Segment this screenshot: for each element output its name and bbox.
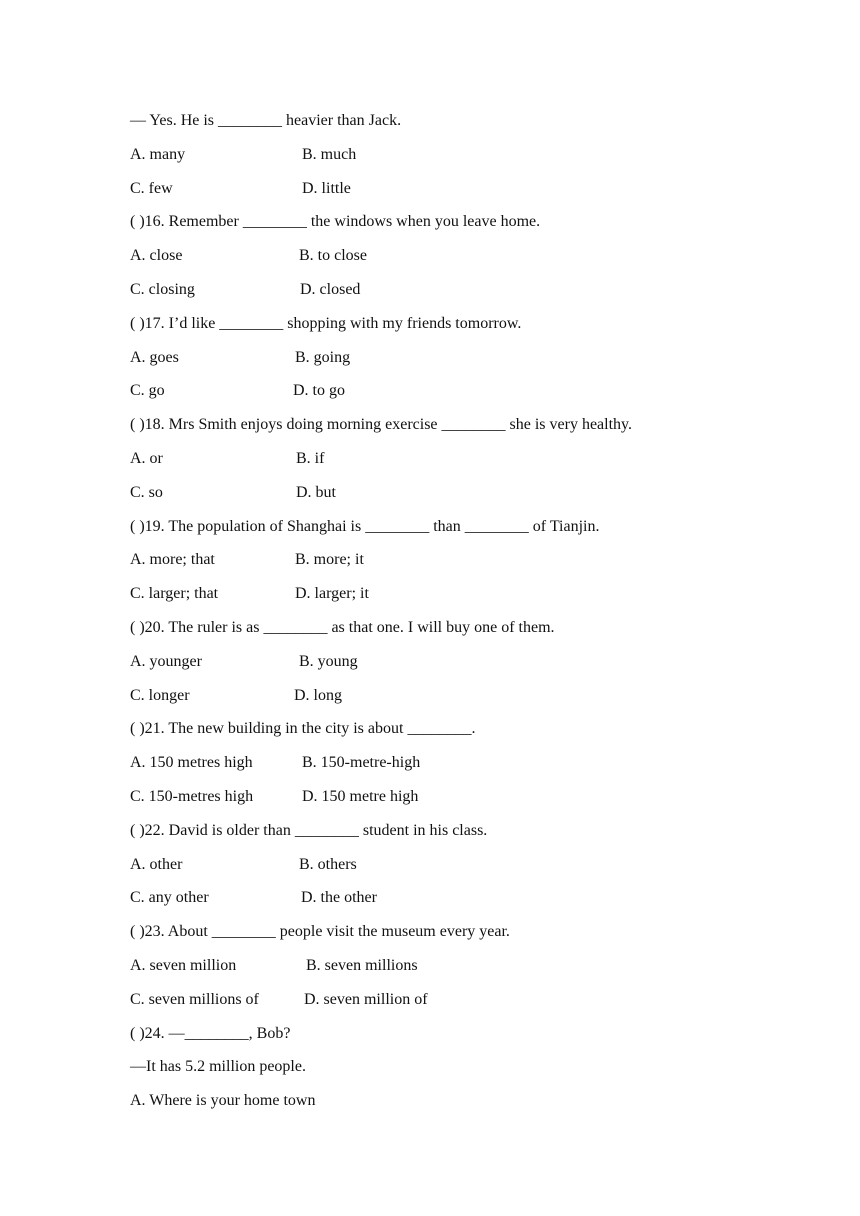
- options-row: [130, 854, 770, 888]
- option-left: A. goes: [130, 348, 179, 366]
- option-right: B. young: [299, 652, 358, 670]
- option-right: B. seven millions: [306, 956, 418, 974]
- options-row: [130, 583, 770, 617]
- option-right: D. but: [296, 483, 336, 501]
- option-left: A. seven million: [130, 956, 237, 974]
- options-row: [130, 245, 770, 279]
- options-row: [130, 380, 770, 414]
- question-text: A. Where is your home town: [130, 1092, 316, 1110]
- option-left: C. any other: [130, 889, 209, 907]
- option-left: C. few: [130, 179, 173, 197]
- option-right: D. closed: [300, 280, 361, 298]
- options-row: [130, 989, 770, 1023]
- options-row: [130, 448, 770, 482]
- options-row: [130, 144, 770, 178]
- text-line: [130, 921, 770, 955]
- option-right: D. the other: [301, 889, 377, 907]
- question-text: ( )24. —________, Bob?: [130, 1024, 291, 1042]
- option-right: D. larger; it: [295, 585, 369, 603]
- options-row: [130, 955, 770, 989]
- option-right: D. 150 metre high: [302, 787, 419, 805]
- option-right: B. 150-metre-high: [302, 754, 421, 772]
- options-row: [130, 347, 770, 381]
- text-line: [130, 110, 770, 144]
- exercise-content: [130, 110, 770, 1124]
- question-text: ( )22. David is older than ________ student in his class.: [130, 821, 488, 839]
- options-row: [130, 549, 770, 583]
- text-line: [130, 718, 770, 752]
- options-row: [130, 178, 770, 212]
- option-left: C. larger; that: [130, 585, 219, 603]
- option-left: A. more; that: [130, 551, 215, 569]
- option-right: B. much: [302, 145, 357, 163]
- question-text: ( )23. About ________ people visit the museum every year.: [130, 923, 510, 941]
- question-text: ( )17. I’d like ________ shopping with my friends tomorrow.: [130, 314, 522, 332]
- option-right: B. if: [296, 449, 325, 467]
- option-right: B. more; it: [295, 551, 364, 569]
- options-row: [130, 482, 770, 516]
- question-text: ( )20. The ruler is as ________ as that one. I will buy one of them.: [130, 618, 555, 636]
- option-left: A. younger: [130, 652, 202, 670]
- option-left: C. so: [130, 483, 163, 501]
- options-row: [130, 279, 770, 313]
- question-text: — Yes. He is ________ heavier than Jack.: [130, 112, 402, 129]
- text-line: [130, 211, 770, 245]
- text-line: [130, 1056, 770, 1090]
- text-line: [130, 313, 770, 347]
- text-line: [130, 1023, 770, 1057]
- options-row: [130, 685, 770, 719]
- options-row: [130, 887, 770, 921]
- option-left: A. 150 metres high: [130, 754, 253, 772]
- option-right: D. little: [302, 179, 351, 197]
- text-line: [130, 820, 770, 854]
- option-left: C. longer: [130, 686, 190, 704]
- option-right: B. to close: [299, 247, 367, 265]
- text-line: [130, 1090, 770, 1124]
- question-text: ( )18. Mrs Smith enjoys doing morning exercise ________ she is very healthy.: [130, 416, 632, 434]
- option-left: C. go: [130, 382, 165, 400]
- option-left: C. 150-metres high: [130, 787, 254, 805]
- option-right: D. long: [294, 686, 342, 704]
- question-text: ( )19. The population of Shanghai is ________ than ________ of Tianjin.: [130, 517, 600, 535]
- option-left: A. close: [130, 247, 183, 265]
- text-line: [130, 516, 770, 550]
- options-row: [130, 651, 770, 685]
- text-line: [130, 617, 770, 651]
- options-row: [130, 786, 770, 820]
- option-left: A. other: [130, 855, 183, 873]
- option-right: B. going: [295, 348, 351, 366]
- option-left: C. closing: [130, 280, 195, 298]
- option-right: B. others: [299, 855, 357, 873]
- option-left: A. or: [130, 449, 163, 467]
- option-left: A. many: [130, 145, 186, 163]
- option-right: D. to go: [293, 382, 345, 400]
- question-text: —It has 5.2 million people.: [130, 1058, 306, 1076]
- option-right: D. seven million of: [304, 990, 428, 1008]
- question-text: ( )16. Remember ________ the windows when you leave home.: [130, 213, 541, 231]
- question-text: ( )21. The new building in the city is about ________.: [130, 720, 476, 738]
- option-left: C. seven millions of: [130, 990, 259, 1008]
- options-row: [130, 752, 770, 786]
- text-line: [130, 414, 770, 448]
